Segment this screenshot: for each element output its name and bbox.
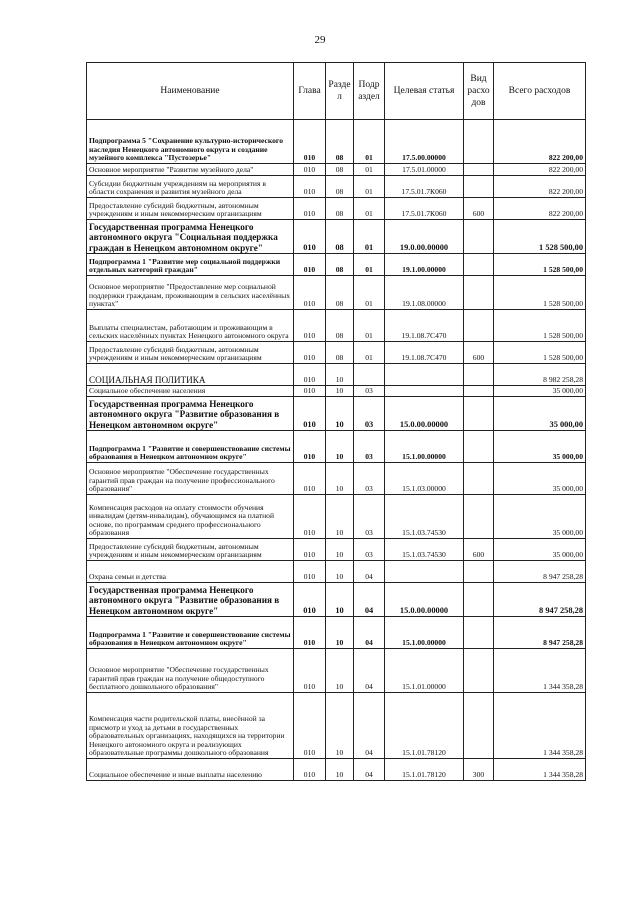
cell-name: Социальное обеспечение и иные выплаты населению: [87, 759, 294, 781]
cell-section: 08: [326, 342, 354, 364]
cell-expense-type: [464, 176, 494, 198]
cell-expense-type: [464, 693, 494, 759]
cell-name: СОЦИАЛЬНАЯ ПОЛИТИКА: [87, 364, 294, 386]
cell-name: Государственная программа Ненецкого автономного округа "Развитие образования в Ненецком автономном округе": [87, 397, 294, 431]
cell-total: 822 200,00: [494, 120, 586, 164]
cell-name: Государственная программа Ненецкого автономного округа "Развитие образования в Ненецком автономном округе": [87, 583, 294, 617]
cell-total: 822 200,00: [494, 176, 586, 198]
cell-name: Государственная программа Ненецкого автономного округа "Социальная поддержка граждан в Ненецком автономном округе": [87, 220, 294, 254]
cell-section: 10: [326, 617, 354, 649]
cell-chief: 010: [294, 198, 326, 220]
cell-expense-type: [464, 649, 494, 693]
cell-expense-type: [464, 617, 494, 649]
table-row: [87, 120, 586, 164]
cell-name: Социальное обеспечение населения: [87, 386, 294, 397]
cell-subsection: 04: [354, 583, 385, 617]
header-subsection: Подр аздел: [354, 63, 385, 120]
cell-target-article: 15.0.00.00000: [385, 583, 464, 617]
cell-subsection: 03: [354, 431, 385, 463]
header-target-article: Целевая статья: [385, 63, 464, 120]
cell-chief: 010: [294, 386, 326, 397]
table-row: [87, 176, 586, 198]
cell-chief: 010: [294, 176, 326, 198]
cell-name: Подпрограмма 1 "Развитие мер социальной поддержки отдельных категорий граждан": [87, 254, 294, 276]
cell-target-article: [385, 386, 464, 397]
cell-section: 10: [326, 759, 354, 781]
cell-expense-type: [464, 120, 494, 164]
cell-chief: 010: [294, 649, 326, 693]
table-row: [87, 617, 586, 649]
cell-subsection: 04: [354, 759, 385, 781]
cell-chief: 010: [294, 583, 326, 617]
cell-expense-type: 600: [464, 198, 494, 220]
cell-chief: 010: [294, 220, 326, 254]
cell-expense-type: [464, 583, 494, 617]
cell-total: 822 200,00: [494, 164, 586, 176]
cell-section: 10: [326, 693, 354, 759]
cell-section: 08: [326, 120, 354, 164]
cell-target-article: 15.1.00.00000: [385, 431, 464, 463]
cell-target-article: [385, 561, 464, 583]
cell-section: 10: [326, 539, 354, 561]
cell-subsection: 01: [354, 276, 385, 310]
table-body: [87, 120, 586, 781]
cell-expense-type: [464, 386, 494, 397]
header-total-expenses: Всего расходов: [494, 63, 586, 120]
table-row: [87, 431, 586, 463]
cell-name: Подпрограмма 1 "Развитие и совершенствование системы образования в Ненецком автономном округе": [87, 617, 294, 649]
cell-chief: 010: [294, 120, 326, 164]
cell-section: 08: [326, 276, 354, 310]
cell-total: 35 000,00: [494, 495, 586, 539]
header-expense-type: Вид расхо дов: [464, 63, 494, 120]
cell-name: Субсидии бюджетным учреждениям на мероприятия в области сохранения и развития музейного дела: [87, 176, 294, 198]
header-section: Разде л: [326, 63, 354, 120]
cell-subsection: 03: [354, 386, 385, 397]
cell-total: 35 000,00: [494, 386, 586, 397]
cell-expense-type: [464, 463, 494, 495]
cell-total: 35 000,00: [494, 539, 586, 561]
table-row: [87, 364, 586, 386]
cell-subsection: 01: [354, 310, 385, 342]
cell-chief: 010: [294, 561, 326, 583]
cell-target-article: 17.5.01.00000: [385, 164, 464, 176]
table-row: [87, 198, 586, 220]
cell-name: Выплаты специалистам, работающим и проживающим в сельских населённых пунктах Ненецкого автономного округа: [87, 310, 294, 342]
cell-expense-type: 300: [464, 759, 494, 781]
cell-section: 10: [326, 397, 354, 431]
cell-subsection: 03: [354, 495, 385, 539]
cell-chief: 010: [294, 617, 326, 649]
table-row: [87, 693, 586, 759]
cell-section: 10: [326, 364, 354, 386]
cell-expense-type: [464, 431, 494, 463]
cell-chief: 010: [294, 463, 326, 495]
cell-total: 1 528 500,00: [494, 220, 586, 254]
cell-target-article: 15.1.01.78120: [385, 759, 464, 781]
cell-target-article: 19.0.00.00000: [385, 220, 464, 254]
cell-target-article: 19.1.00.00000: [385, 254, 464, 276]
cell-target-article: 19.1.08.7С470: [385, 342, 464, 364]
cell-name: Охрана семьи и детства: [87, 561, 294, 583]
cell-chief: 010: [294, 310, 326, 342]
cell-total: 35 000,00: [494, 397, 586, 431]
cell-name: Подпрограмма 1 "Развитие и совершенствование системы образования в Ненецком автономном округе": [87, 431, 294, 463]
cell-subsection: 01: [354, 254, 385, 276]
cell-section: 08: [326, 176, 354, 198]
cell-target-article: 15.1.00.00000: [385, 617, 464, 649]
table-row: [87, 254, 586, 276]
cell-name: Предоставление субсидий бюджетным, автономным учреждениям и иным некоммерческим организациям: [87, 342, 294, 364]
cell-total: 1 344 358,28: [494, 649, 586, 693]
cell-expense-type: [464, 495, 494, 539]
cell-target-article: 19.1.08.7С470: [385, 310, 464, 342]
table-row: [87, 561, 586, 583]
cell-total: 8 947 258,28: [494, 561, 586, 583]
cell-total: 1 528 500,00: [494, 342, 586, 364]
cell-section: 08: [326, 164, 354, 176]
cell-expense-type: [464, 310, 494, 342]
table-row: [87, 759, 586, 781]
cell-target-article: 19.1.08.00000: [385, 276, 464, 310]
cell-total: 8 947 258,28: [494, 583, 586, 617]
table-row: [87, 397, 586, 431]
table-row: [87, 220, 586, 254]
cell-subsection: 01: [354, 120, 385, 164]
cell-section: 10: [326, 561, 354, 583]
cell-subsection: 04: [354, 693, 385, 759]
page-number: 29: [314, 34, 326, 46]
cell-chief: 010: [294, 254, 326, 276]
cell-total: 8 982 258,28: [494, 364, 586, 386]
cell-expense-type: 600: [464, 539, 494, 561]
cell-section: 10: [326, 583, 354, 617]
cell-section: 08: [326, 254, 354, 276]
cell-expense-type: [464, 276, 494, 310]
cell-name: Предоставление субсидий бюджетным, автономным учреждениям и иным некоммерческим организациям: [87, 539, 294, 561]
cell-chief: 010: [294, 539, 326, 561]
cell-section: 10: [326, 463, 354, 495]
cell-total: 822 200,00: [494, 198, 586, 220]
cell-chief: 010: [294, 364, 326, 386]
header-chief: Глава: [294, 63, 326, 120]
cell-target-article: 15.1.03.00000: [385, 463, 464, 495]
cell-subsection: 01: [354, 342, 385, 364]
cell-name: Основное мероприятие "Развитие музейного дела": [87, 164, 294, 176]
cell-section: 08: [326, 198, 354, 220]
cell-name: Подпрограмма 5 "Сохранение культурно-исторического наследия Ненецкого автономного округа и создание музейного комплекса "Пустозерье": [87, 120, 294, 164]
table-row: [87, 583, 586, 617]
table-row: [87, 164, 586, 176]
cell-subsection: 01: [354, 198, 385, 220]
cell-subsection: 01: [354, 176, 385, 198]
cell-target-article: 15.1.01.00000: [385, 649, 464, 693]
table-row: [87, 463, 586, 495]
cell-total: 1 344 358,28: [494, 693, 586, 759]
cell-subsection: 04: [354, 649, 385, 693]
cell-subsection: 03: [354, 397, 385, 431]
cell-target-article: 15.1.01.78120: [385, 693, 464, 759]
table-row: [87, 342, 586, 364]
table-row: [87, 649, 586, 693]
cell-total: 1 528 500,00: [494, 276, 586, 310]
cell-total: 8 947 258,28: [494, 617, 586, 649]
budget-table: [86, 62, 586, 781]
cell-expense-type: [464, 254, 494, 276]
cell-chief: 010: [294, 397, 326, 431]
cell-name: Компенсация расходов на оплату стоимости обучения инвалидам (детям-инвалидам), обучающимся на платной основе, по программам среднего профессионального образования: [87, 495, 294, 539]
table-row: [87, 495, 586, 539]
table-row: [87, 539, 586, 561]
table-row: [87, 386, 586, 397]
cell-chief: 010: [294, 276, 326, 310]
cell-total: 1 344 358,28: [494, 759, 586, 781]
cell-section: 08: [326, 220, 354, 254]
cell-name: Предоставление субсидий бюджетным, автономным учреждениям и иным некоммерческим организациям: [87, 198, 294, 220]
header-name: Наименование: [87, 63, 294, 120]
cell-subsection: 04: [354, 561, 385, 583]
cell-expense-type: [464, 164, 494, 176]
cell-expense-type: [464, 220, 494, 254]
cell-target-article: 17.5.00.00000: [385, 120, 464, 164]
cell-subsection: [354, 364, 385, 386]
cell-subsection: 01: [354, 164, 385, 176]
cell-name: Компенсация части родительской платы, внесённой за присмотр и уход за детьми в государственных образовательных организациях, находящихся на территории Ненецкого автономного округа и реализующих образовательные программы дошкольного образования: [87, 693, 294, 759]
cell-expense-type: 600: [464, 342, 494, 364]
cell-target-article: 15.0.00.00000: [385, 397, 464, 431]
cell-target-article: 15.1.03.74530: [385, 539, 464, 561]
cell-expense-type: [464, 364, 494, 386]
cell-total: 35 000,00: [494, 463, 586, 495]
table-row: [87, 276, 586, 310]
cell-target-article: 15.1.03.74530: [385, 495, 464, 539]
cell-section: 10: [326, 495, 354, 539]
cell-chief: 010: [294, 164, 326, 176]
cell-name: Основное мероприятие "Предоставление мер социальной поддержки гражданам, проживающим в сельских населённых пунктах": [87, 276, 294, 310]
cell-section: 08: [326, 310, 354, 342]
cell-target-article: 17.5.01.7К060: [385, 198, 464, 220]
table-row: [87, 310, 586, 342]
cell-expense-type: [464, 397, 494, 431]
cell-name: Основное мероприятие "Обеспечение государственных гарантий прав граждан на получение профессионального образования": [87, 463, 294, 495]
cell-section: 10: [326, 649, 354, 693]
cell-name: Основное мероприятие "Обеспечение государственных гарантий прав граждан на получение общедоступного бесплатного дошкольного образования": [87, 649, 294, 693]
cell-total: 1 528 500,00: [494, 310, 586, 342]
cell-total: 1 528 500,00: [494, 254, 586, 276]
cell-chief: 010: [294, 431, 326, 463]
cell-subsection: 04: [354, 617, 385, 649]
cell-subsection: 03: [354, 463, 385, 495]
cell-chief: 010: [294, 693, 326, 759]
cell-target-article: [385, 364, 464, 386]
cell-chief: 010: [294, 342, 326, 364]
cell-total: 35 000,00: [494, 431, 586, 463]
cell-subsection: 03: [354, 539, 385, 561]
cell-section: 10: [326, 431, 354, 463]
cell-chief: 010: [294, 759, 326, 781]
cell-expense-type: [464, 561, 494, 583]
cell-subsection: 01: [354, 220, 385, 254]
cell-section: 10: [326, 386, 354, 397]
cell-target-article: 17.5.01.7К060: [385, 176, 464, 198]
table-header-row: [87, 63, 586, 120]
cell-chief: 010: [294, 495, 326, 539]
